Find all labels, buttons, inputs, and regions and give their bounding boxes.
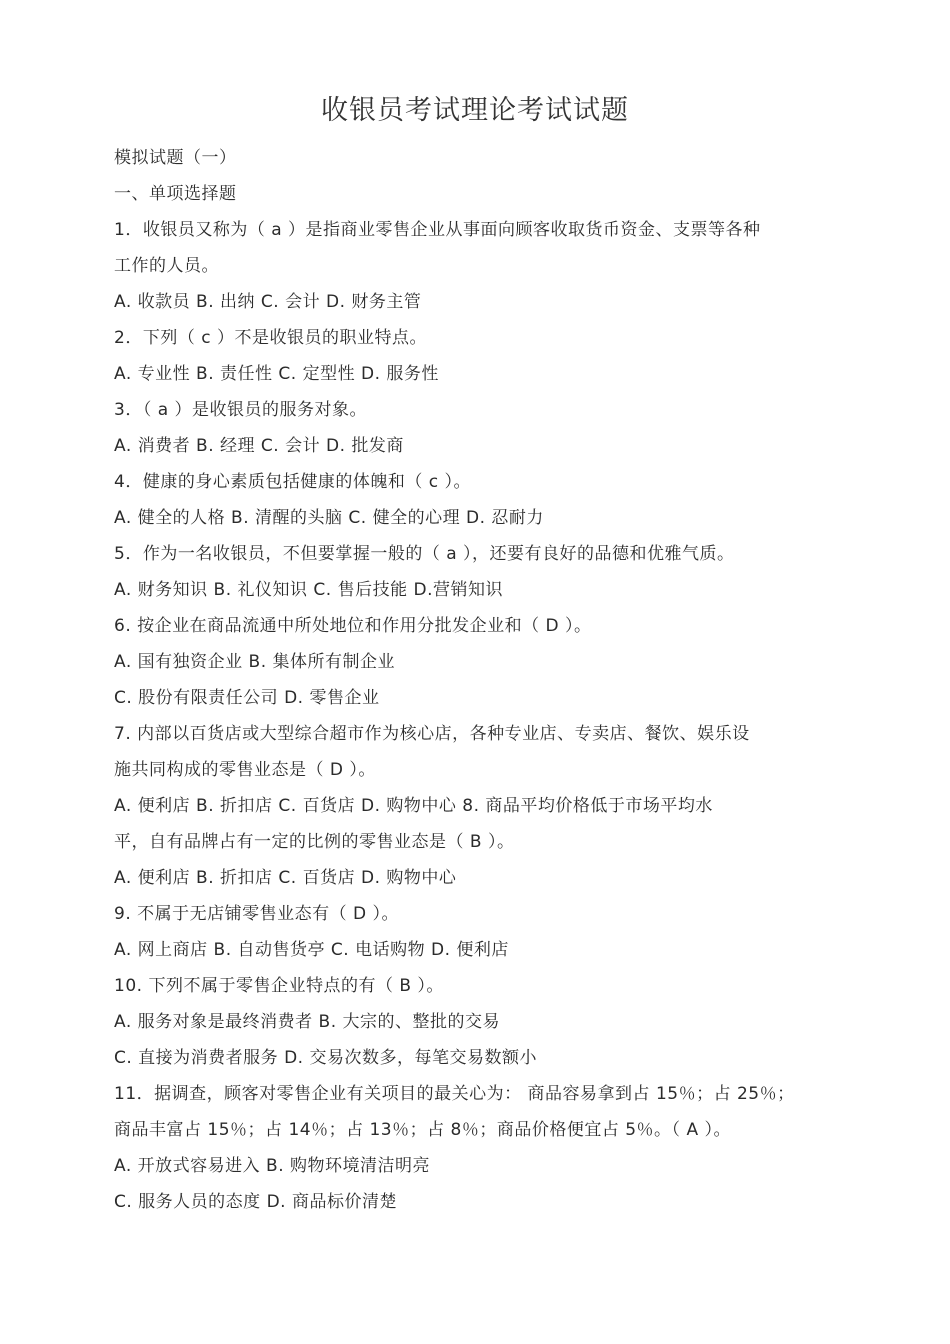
text-line: A. 便利店 B. 折扣店 C. 百货店 D. 购物中心 8. 商品平均价格低于市场平均水 xyxy=(114,796,713,816)
text-line: 6. 按企业在商品流通中所处地位和作用分批发企业和（ D ）。 xyxy=(114,616,592,636)
text-line: 平，自有品牌占有一定的比例的零售业态是（ B ）。 xyxy=(114,832,515,852)
text-line: 模拟试题（一） xyxy=(114,148,237,168)
text-line: A. 财务知识 B. 礼仪知识 C. 售后技能 D.营销知识 xyxy=(114,580,503,600)
text-line: 7. 内部以百货店或大型综合超市作为核心店，各种专业店、专卖店、餐饮、娱乐设 xyxy=(114,724,750,744)
text-line: A. 开放式容易进入 B. 购物环境清洁明亮 xyxy=(114,1156,431,1176)
document-body xyxy=(114,143,874,1223)
text-line: C. 股份有限责任公司 D. 零售企业 xyxy=(114,688,380,708)
text-line: A. 健全的人格 B. 清醒的头脑 C. 健全的心理 D. 忍耐力 xyxy=(114,508,544,528)
text-line: 商品丰富占 15％；占 14％；占 13％；占 8％；商品价格便宜占 5％。（ A ）。 xyxy=(114,1120,731,1140)
text-line: A. 国有独资企业 B. 集体所有制企业 xyxy=(114,652,396,672)
text-line: A. 服务对象是最终消费者 B. 大宗的、整批的交易 xyxy=(114,1012,501,1032)
text-line: A. 专业性 B. 责任性 C. 定型性 D. 服务性 xyxy=(114,364,439,384)
text-line: 2．下列（ c ）不是收银员的职业特点。 xyxy=(114,328,427,348)
text-line: 11．据调查，顾客对零售企业有关项目的最关心为： 商品容易拿到占 15％；占 25％； xyxy=(114,1084,795,1104)
text-line: 3．（ a ）是收银员的服务对象。 xyxy=(114,400,368,420)
text-line: 1．收银员又称为（ a ）是指商业零售企业从事面向顾客收取货币资金、支票等各种 xyxy=(114,220,761,240)
text-line: A. 消费者 B. 经理 C. 会计 D. 批发商 xyxy=(114,436,404,456)
text-line: C. 服务人员的态度 D. 商品标价清楚 xyxy=(114,1192,397,1212)
text-line: 施共同构成的零售业态是（ D ）。 xyxy=(114,760,376,780)
text-line: 工作的人员。 xyxy=(114,256,219,276)
text-line: 4．健康的身心素质包括健康的体魄和（ c ）。 xyxy=(114,472,471,492)
text-line: 9. 不属于无店铺零售业态有（ D ）。 xyxy=(114,904,400,924)
document-title: 收银员考试理论考试试题 xyxy=(321,95,629,126)
text-line: A. 收款员 B. 出纳 C. 会计 D. 财务主管 xyxy=(114,292,422,312)
text-line: A. 网上商店 B. 自动售货亭 C. 电话购物 D. 便利店 xyxy=(114,940,509,960)
text-line: 10. 下列不属于零售企业特点的有（ B ）。 xyxy=(114,976,444,996)
text-line: 一、单项选择题 xyxy=(114,184,237,204)
text-line: 5．作为一名收银员，不但要掌握一般的（ a ），还要有良好的品德和优雅气质。 xyxy=(114,544,735,564)
text-line: C. 直接为消费者服务 D. 交易次数多，每笔交易数额小 xyxy=(114,1048,537,1068)
text-line: A. 便利店 B. 折扣店 C. 百货店 D. 购物中心 xyxy=(114,868,457,888)
